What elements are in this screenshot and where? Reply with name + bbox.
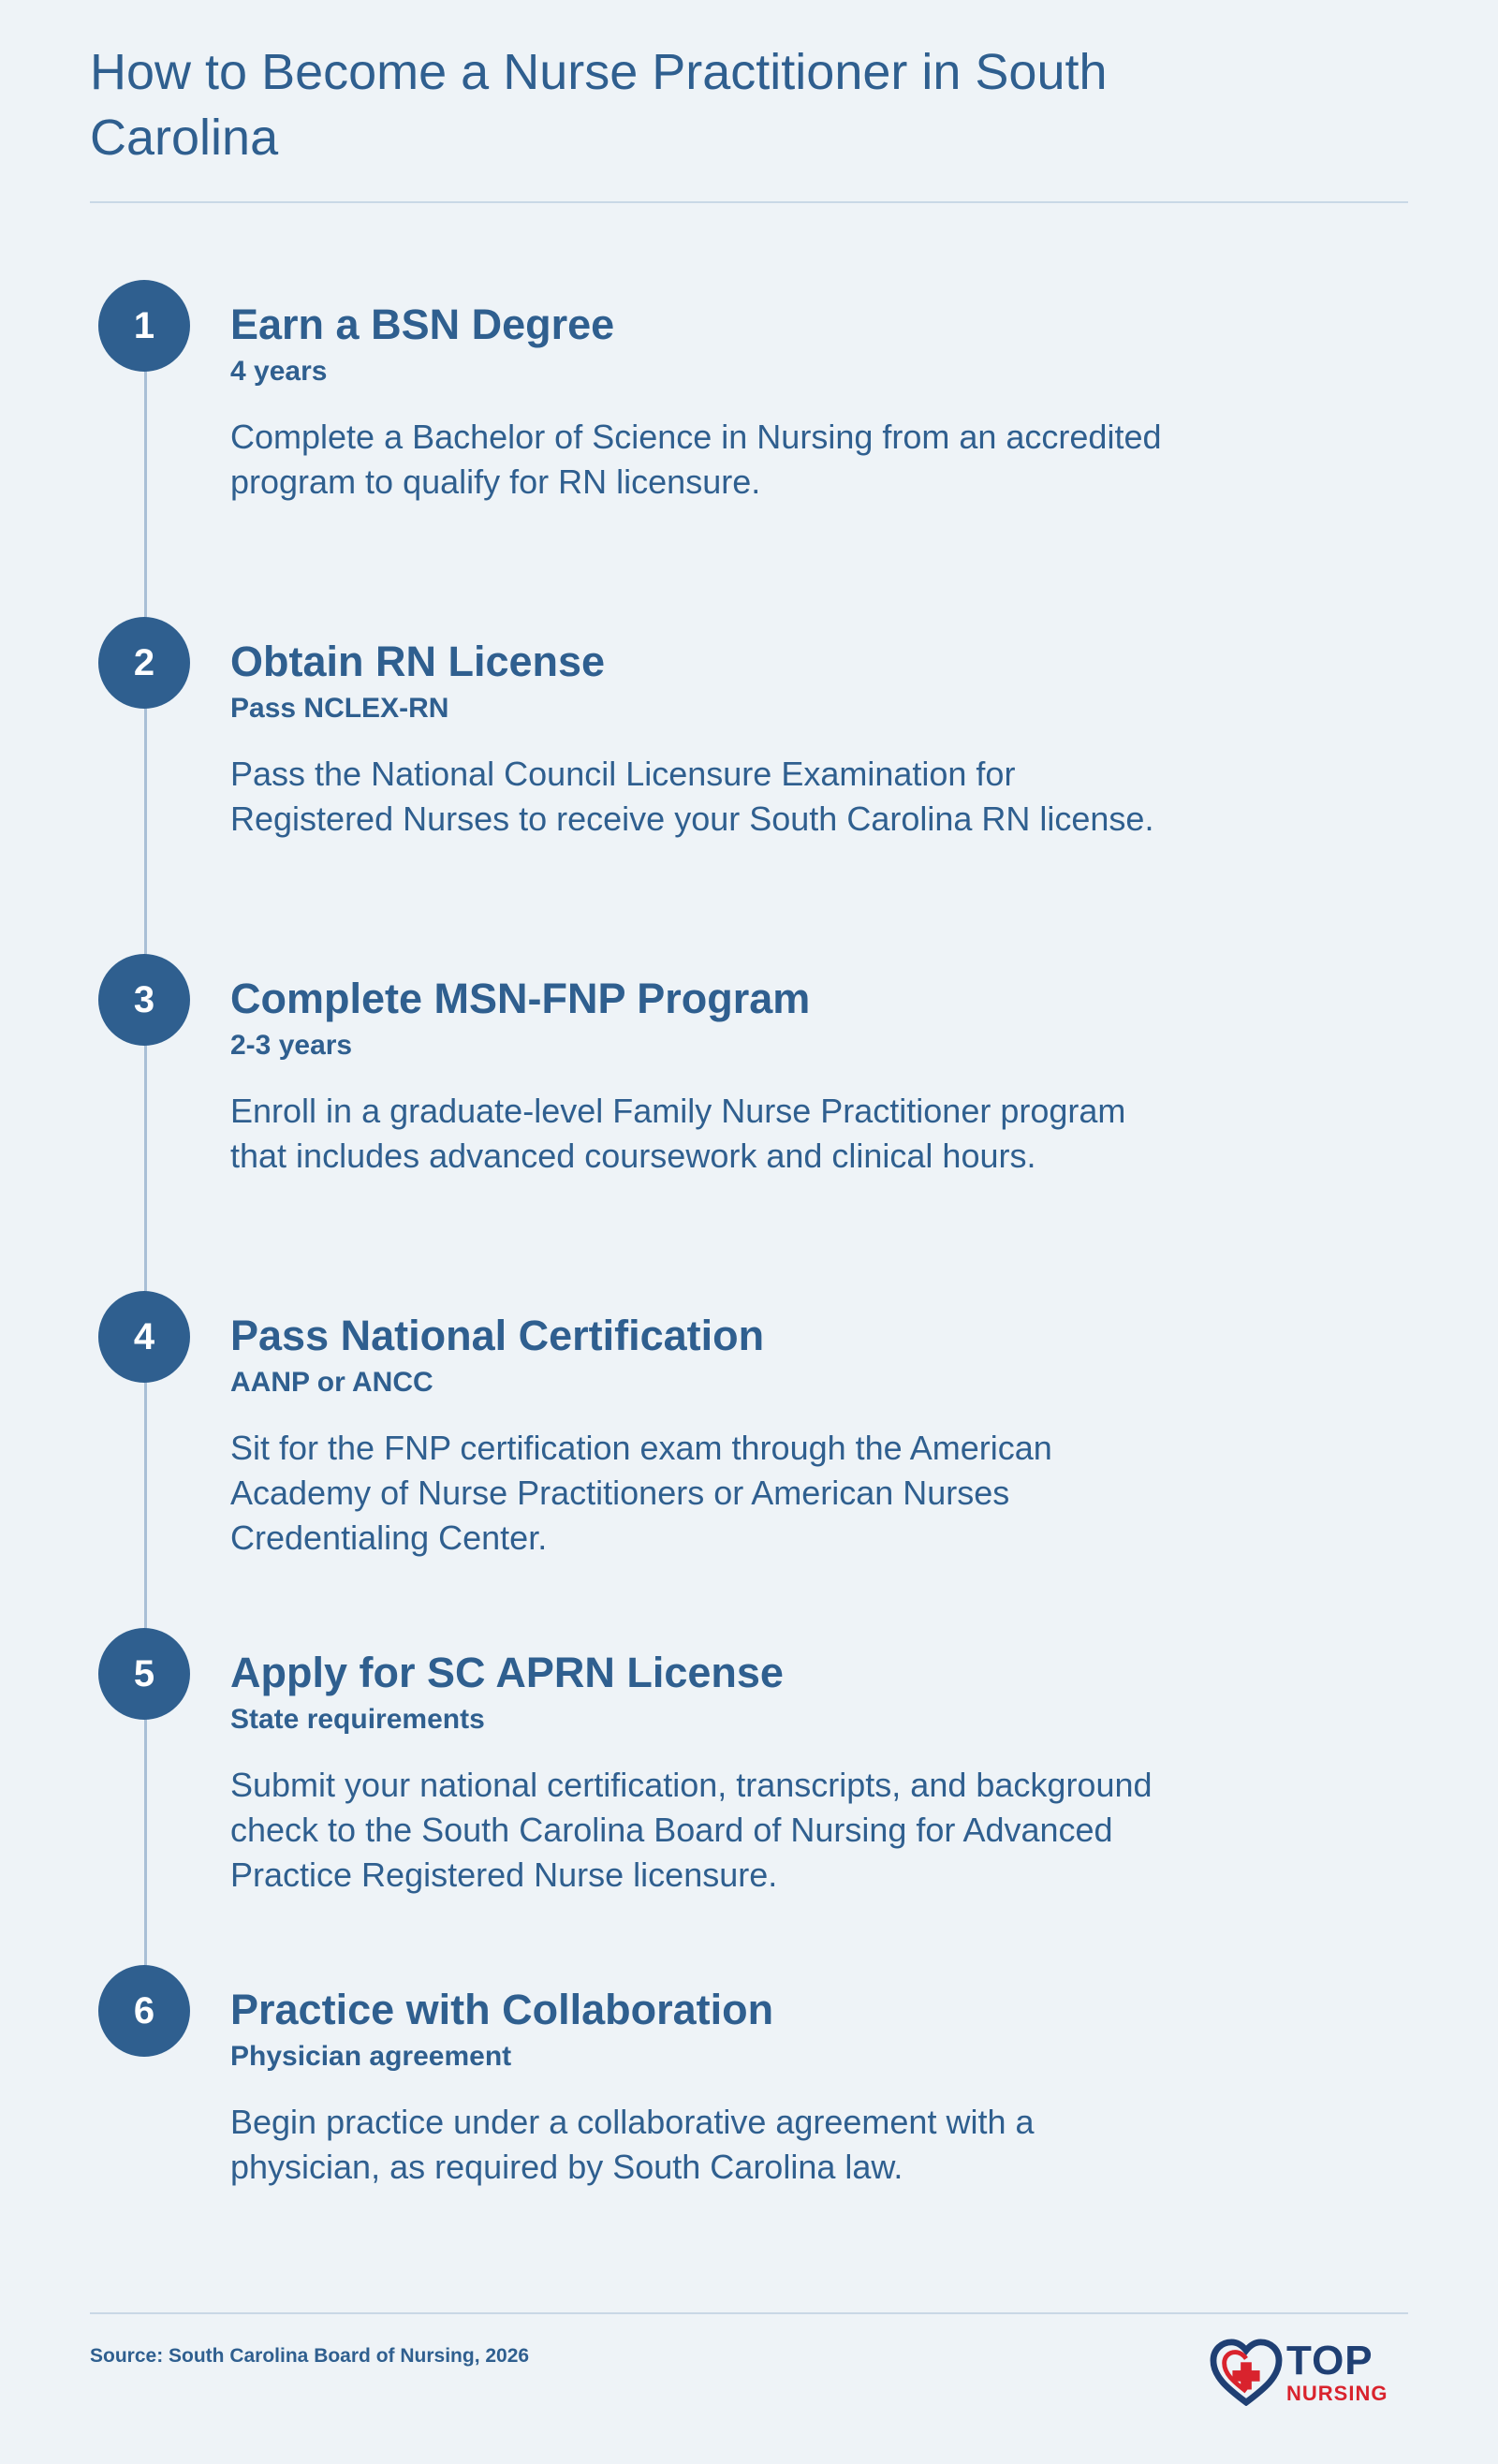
- step-description: Submit your national certification, transcripts, and background check to the South Carolina Board of Nursing for Advanced Practice Registered Nurse licensure.: [230, 1766, 1153, 1894]
- step-description: Sit for the FNP certification exam through the American Academy of Nurse Practitioners or American Nurses Credentialing Center.: [230, 1429, 1052, 1557]
- step-number-badge: 1: [98, 280, 190, 372]
- source-note: Source: South Carolina Board of Nursing, 2026: [90, 2345, 530, 2367]
- step-title: Obtain RN License: [230, 638, 606, 685]
- step-title: Apply for SC APRN License: [230, 1649, 784, 1696]
- step-description: Pass the National Council Licensure Examination for Registered Nurses to receive your South Carolina RN license.: [230, 755, 1154, 838]
- step-description: Begin practice under a collaborative agreement with a physician, as required by South Carolina law.: [230, 2103, 1035, 2186]
- step-title: Earn a BSN Degree: [230, 301, 615, 348]
- step-subtitle: 2-3 years: [230, 1030, 353, 1061]
- logo-wordmark-nursing: NURSING: [1286, 2382, 1388, 2405]
- step-subtitle: 4 years: [230, 356, 328, 387]
- step-title: Practice with Collaboration: [230, 1986, 774, 2033]
- timeline-connector: [144, 1043, 147, 1296]
- page-title: How to Become a Nurse Practitioner in South Carolina: [90, 44, 1108, 166]
- step-number-badge: 5: [98, 1628, 190, 1720]
- step-number-badge: 6: [98, 1965, 190, 2057]
- timeline-connector: [144, 1717, 147, 1970]
- step-number-badge: 3: [98, 954, 190, 1046]
- logo-wordmark-top: TOP: [1286, 2338, 1373, 2383]
- timeline-connector: [144, 1380, 147, 1633]
- step-subtitle: Pass NCLEX-RN: [230, 693, 449, 724]
- step-subtitle: Physician agreement: [230, 2041, 512, 2072]
- step-subtitle: State requirements: [230, 1704, 485, 1735]
- step-subtitle: AANP or ANCC: [230, 1367, 433, 1398]
- timeline-connector: [144, 706, 147, 959]
- heart-cross-icon: [1210, 2339, 1283, 2406]
- top-divider: [90, 201, 1408, 203]
- bottom-divider: [90, 2312, 1408, 2314]
- timeline-connector: [144, 369, 147, 622]
- step-number-badge: 4: [98, 1291, 190, 1383]
- step-description: Enroll in a graduate-level Family Nurse Practitioner program that includes advanced coursework and clinical hours.: [230, 1092, 1126, 1175]
- top-nursing-logo: [1210, 2337, 1408, 2408]
- step-title: Pass National Certification: [230, 1312, 765, 1359]
- step-title: Complete MSN-FNP Program: [230, 975, 811, 1022]
- step-number-badge: 2: [98, 617, 190, 709]
- step-description: Complete a Bachelor of Science in Nursing from an accredited program to qualify for RN licensure.: [230, 418, 1162, 501]
